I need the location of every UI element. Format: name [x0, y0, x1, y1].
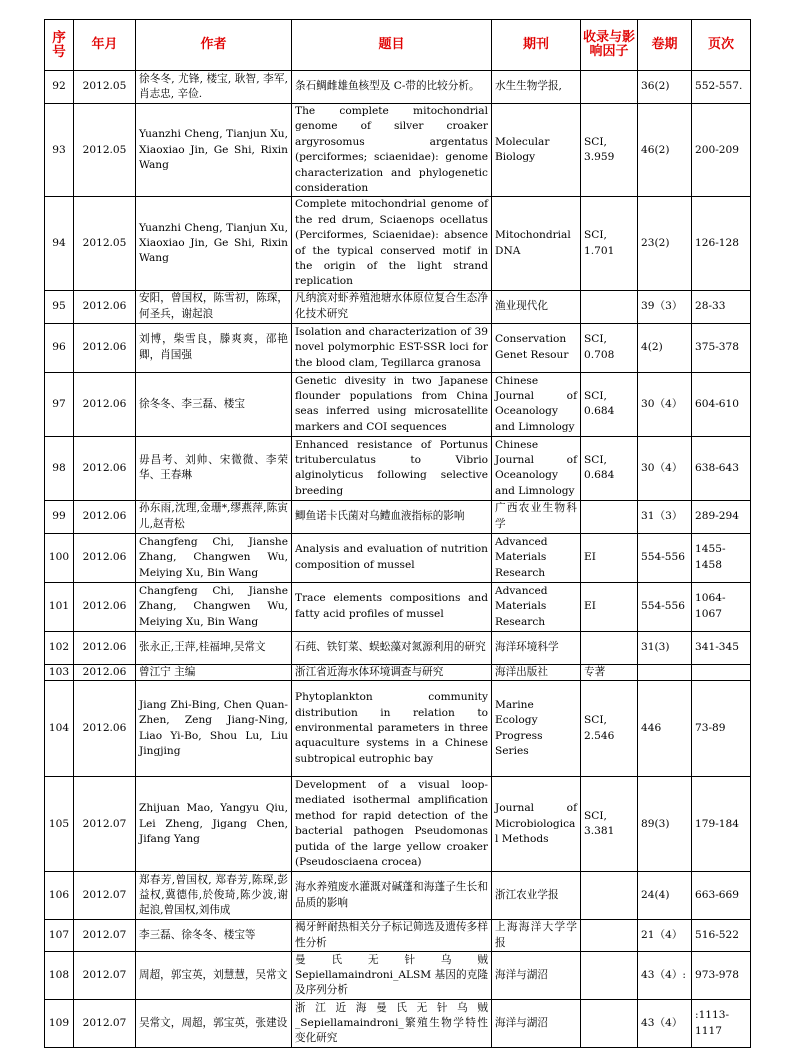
- cell-title: The complete mitochondrial genome of silver croaker argyrosomus argentatus (perciformes; sciaenidae): genome characterization and phylogenetic consideration: [292, 104, 492, 197]
- cell-title: 条石鲷雌雄鱼核型及 C-带的比较分析。: [292, 71, 492, 104]
- cell-index: SCI, 0.684: [581, 436, 638, 500]
- cell-volume: 89(3): [638, 777, 692, 872]
- cell-no: 108: [45, 952, 74, 1000]
- cell-no: 97: [45, 372, 74, 436]
- cell-title: 石莼、铁钉菜、蜈蚣藻对氮源利用的研究: [292, 631, 492, 664]
- cell-no: 107: [45, 920, 74, 952]
- cell-date: 2012.05: [74, 71, 136, 104]
- cell-date: 2012.06: [74, 372, 136, 436]
- table-row: [45, 323, 751, 372]
- cell-no: 101: [45, 582, 74, 631]
- table-row: [45, 777, 751, 872]
- cell-title: Complete mitochondrial genome of the red drum, Sciaenops ocellatus (Perciformes, Sciaenidae): absence of the typical conserved motif in the origin of the light strand replication: [292, 197, 492, 290]
- cell-journal: 海洋与湖沼: [492, 1000, 581, 1048]
- header-volume: 卷期: [638, 20, 692, 71]
- cell-authors: Jiang Zhi-Bing, Chen Quan-Zhen, Zeng Jiang-Ning, Liao Yi-Bo, Shou Lu, Liu Jingjing: [136, 681, 292, 777]
- cell-journal: 水生生物学报,: [492, 71, 581, 104]
- cell-journal: Advanced Materials Research: [492, 582, 581, 631]
- cell-index: [581, 290, 638, 323]
- cell-journal: Chinese Journal of Oceanology and Limnology: [492, 436, 581, 500]
- cell-index: EI: [581, 533, 638, 582]
- cell-journal: 浙江农业学报: [492, 872, 581, 920]
- cell-pages: 663-669: [692, 872, 751, 920]
- cell-authors: 徐冬冬, 尤锋, 楼宝, 耿智, 李军, 肖志忠, 辛俭.: [136, 71, 292, 104]
- cell-index: SCI, 0.684: [581, 372, 638, 436]
- cell-volume: 36(2): [638, 71, 692, 104]
- cell-no: 106: [45, 872, 74, 920]
- cell-date: 2012.05: [74, 104, 136, 197]
- table-row: [45, 71, 751, 104]
- cell-no: 103: [45, 664, 74, 680]
- table-row: [45, 952, 751, 1000]
- cell-volume: 554-556: [638, 533, 692, 582]
- cell-volume: 23(2): [638, 197, 692, 290]
- cell-volume: 21（4）: [638, 920, 692, 952]
- cell-journal: 海洋与湖沼: [492, 952, 581, 1000]
- cell-title: Enhanced resistance of Portunus trituberculatus to Vibrio alginolyticus following selective breeding: [292, 436, 492, 500]
- cell-no: 109: [45, 1000, 74, 1048]
- table-row: [45, 290, 751, 323]
- cell-pages: 73-89: [692, 681, 751, 777]
- cell-authors: 孙东雨,沈理,金珊*,缪燕萍,陈寅儿,赵青松: [136, 500, 292, 533]
- cell-authors: 李三磊、徐冬冬、楼宝等: [136, 920, 292, 952]
- cell-date: 2012.06: [74, 533, 136, 582]
- cell-journal: 渔业现代化: [492, 290, 581, 323]
- cell-pages: 341-345: [692, 631, 751, 664]
- cell-index: 专著: [581, 664, 638, 680]
- cell-journal: Conservation Genet Resour: [492, 323, 581, 372]
- cell-index: [581, 71, 638, 104]
- cell-date: 2012.06: [74, 664, 136, 680]
- table-row: [45, 681, 751, 777]
- cell-no: 100: [45, 533, 74, 582]
- cell-date: 2012.07: [74, 920, 136, 952]
- cell-pages: 1064-1067: [692, 582, 751, 631]
- cell-authors: 张永正,王萍,桂福坤,吴常文: [136, 631, 292, 664]
- cell-date: 2012.06: [74, 436, 136, 500]
- cell-pages: 973-978: [692, 952, 751, 1000]
- cell-date: 2012.07: [74, 952, 136, 1000]
- cell-pages: 200-209: [692, 104, 751, 197]
- cell-authors: Yuanzhi Cheng, Tianjun Xu, Xiaoxiao Jin, Ge Shi, Rixin Wang: [136, 104, 292, 197]
- cell-volume: 31(3): [638, 631, 692, 664]
- cell-volume: 39（3）: [638, 290, 692, 323]
- cell-journal: Journal of Microbiological Methods: [492, 777, 581, 872]
- cell-date: 2012.06: [74, 290, 136, 323]
- cell-pages: :1113-1117: [692, 1000, 751, 1048]
- cell-index: [581, 1000, 638, 1048]
- cell-volume: 30（4）: [638, 372, 692, 436]
- cell-journal: Advanced Materials Research: [492, 533, 581, 582]
- table-row: [45, 533, 751, 582]
- cell-pages: 516-522: [692, 920, 751, 952]
- cell-date: 2012.06: [74, 582, 136, 631]
- cell-journal: Chinese Journal of Oceanology and Limnology: [492, 372, 581, 436]
- cell-no: 93: [45, 104, 74, 197]
- cell-date: 2012.06: [74, 631, 136, 664]
- cell-journal: Mitochondrial DNA: [492, 197, 581, 290]
- cell-index: [581, 631, 638, 664]
- cell-title: 褐牙鲆耐热相关分子标记筛选及遗传多样性分析: [292, 920, 492, 952]
- header-title: 题目: [292, 20, 492, 71]
- cell-date: 2012.07: [74, 1000, 136, 1048]
- table-row: [45, 500, 751, 533]
- cell-title: Development of a visual loop-mediated isothermal amplification method for rapid detection of the bacterial pathogen Pseudomonas putida of the large yellow croaker (Pseudosciaena crocea): [292, 777, 492, 872]
- cell-authors: 曾江宁 主编: [136, 664, 292, 680]
- cell-no: 95: [45, 290, 74, 323]
- cell-index: SCI, 0.708: [581, 323, 638, 372]
- header-pages: 页次: [692, 20, 751, 71]
- header-date: 年月: [74, 20, 136, 71]
- cell-title: 凡纳滨对虾养殖池塘水体原位复合生态净化技术研究: [292, 290, 492, 323]
- cell-title: 曼氏无针乌贼 Sepiellamaindroni_ALSM 基因的克隆及序列分析: [292, 952, 492, 1000]
- cell-volume: 31（3）: [638, 500, 692, 533]
- cell-journal: 上海海洋大学学报: [492, 920, 581, 952]
- cell-journal: Marine Ecology Progress Series: [492, 681, 581, 777]
- cell-authors: Yuanzhi Cheng, Tianjun Xu, Xiaoxiao Jin, Ge Shi, Rixin Wang: [136, 197, 292, 290]
- cell-pages: [692, 664, 751, 680]
- cell-pages: 126-128: [692, 197, 751, 290]
- header-journal: 期刊: [492, 20, 581, 71]
- cell-no: 92: [45, 71, 74, 104]
- cell-pages: 179-184: [692, 777, 751, 872]
- cell-index: SCI, 2.546: [581, 681, 638, 777]
- cell-pages: 289-294: [692, 500, 751, 533]
- cell-journal: 海洋环境科学: [492, 631, 581, 664]
- table-row: [45, 1000, 751, 1048]
- cell-journal: Molecular Biology: [492, 104, 581, 197]
- cell-index: [581, 952, 638, 1000]
- cell-index: SCI, 3.381: [581, 777, 638, 872]
- cell-authors: 安阳，曾国权，陈雪初，陈琛，何圣兵，谢起浪: [136, 290, 292, 323]
- cell-volume: 4(2): [638, 323, 692, 372]
- cell-no: 99: [45, 500, 74, 533]
- cell-title: Analysis and evaluation of nutrition composition of mussel: [292, 533, 492, 582]
- cell-date: 2012.06: [74, 323, 136, 372]
- header-index: 收录与影响因子: [581, 20, 638, 71]
- cell-index: SCI, 3.959: [581, 104, 638, 197]
- table-row: [45, 436, 751, 500]
- cell-journal: 海洋出版社: [492, 664, 581, 680]
- cell-title: 浙江省近海水体环境调查与研究: [292, 664, 492, 680]
- cell-title: Genetic divesity in two Japanese flounder populations from China seas inferred using microsatellite markers and COI sequences: [292, 372, 492, 436]
- cell-authors: Changfeng Chi, Jianshe Zhang, Changwen Wu, Meiying Xu, Bin Wang: [136, 533, 292, 582]
- cell-title: 浙江近海曼氏无针乌贼_Sepiellamaindroni_繁殖生物学特性变化研究: [292, 1000, 492, 1048]
- cell-volume: 43（4）: [638, 1000, 692, 1048]
- table-row: [45, 872, 751, 920]
- table-row: [45, 372, 751, 436]
- cell-index: EI: [581, 582, 638, 631]
- cell-date: 2012.06: [74, 681, 136, 777]
- cell-date: 2012.07: [74, 777, 136, 872]
- cell-pages: 638-643: [692, 436, 751, 500]
- cell-index: [581, 500, 638, 533]
- cell-no: 96: [45, 323, 74, 372]
- cell-pages: 1455-1458: [692, 533, 751, 582]
- cell-index: SCI, 1.701: [581, 197, 638, 290]
- cell-pages: 28-33: [692, 290, 751, 323]
- cell-authors: 毋昌考、刘帅、宋微微、李荣华、王春琳: [136, 436, 292, 500]
- cell-volume: 24(4): [638, 872, 692, 920]
- table-row: [45, 104, 751, 197]
- cell-volume: [638, 664, 692, 680]
- cell-title: Phytoplankton community distribution in relation to environmental parameters in three aquaculture systems in a Chinese subtropical eutrophic bay: [292, 681, 492, 777]
- cell-no: 102: [45, 631, 74, 664]
- cell-pages: 552-557.: [692, 71, 751, 104]
- cell-authors: 郑春芳,曾国权, 郑春芳,陈琛,彭益权,冀德伟,於俊琦,陈少波,谢起浪,曾国权,刘伟成: [136, 872, 292, 920]
- cell-volume: 46(2): [638, 104, 692, 197]
- cell-title: Trace elements compositions and fatty acid profiles of mussel: [292, 582, 492, 631]
- cell-date: 2012.07: [74, 872, 136, 920]
- cell-volume: 554-556: [638, 582, 692, 631]
- cell-no: 94: [45, 197, 74, 290]
- cell-date: 2012.06: [74, 500, 136, 533]
- cell-volume: 43（4）:: [638, 952, 692, 1000]
- table-row: [45, 631, 751, 664]
- cell-no: 98: [45, 436, 74, 500]
- cell-volume: 446: [638, 681, 692, 777]
- cell-pages: 375-378: [692, 323, 751, 372]
- cell-no: 104: [45, 681, 74, 777]
- cell-title: 鲫鱼诺卡氏菌对乌鳢血液指标的影响: [292, 500, 492, 533]
- header-authors: 作者: [136, 20, 292, 71]
- cell-journal: 广西农业生物科学: [492, 500, 581, 533]
- cell-authors: 周超，郭宝英，刘慧慧，吴常文: [136, 952, 292, 1000]
- cell-pages: 604-610: [692, 372, 751, 436]
- header-no: 序号: [45, 20, 74, 71]
- publication-table: [44, 19, 751, 1048]
- cell-title: Isolation and characterization of 39 novel polymorphic EST-SSR loci for the blood clam, Tegillarca granosa: [292, 323, 492, 372]
- cell-index: [581, 920, 638, 952]
- cell-authors: Changfeng Chi, Jianshe Zhang, Changwen Wu, Meiying Xu, Bin Wang: [136, 582, 292, 631]
- cell-authors: Zhijuan Mao, Yangyu Qiu, Lei Zheng, Jigang Chen, Jifang Yang: [136, 777, 292, 872]
- cell-title: 海水养殖废水灌溉对碱蓬和海蓬子生长和品质的影响: [292, 872, 492, 920]
- header-row: [45, 20, 751, 71]
- cell-index: [581, 872, 638, 920]
- cell-authors: 刘博，柴雪良，滕爽爽，邵艳卿，肖国强: [136, 323, 292, 372]
- cell-volume: 30（4）: [638, 436, 692, 500]
- cell-date: 2012.05: [74, 197, 136, 290]
- cell-authors: 吴常文，周超，郭宝英，张建设: [136, 1000, 292, 1048]
- table-row: [45, 920, 751, 952]
- cell-no: 105: [45, 777, 74, 872]
- table-row: [45, 197, 751, 290]
- cell-authors: 徐冬冬、李三磊、楼宝: [136, 372, 292, 436]
- table-row: [45, 582, 751, 631]
- table-body: [45, 71, 751, 1048]
- table-row: [45, 664, 751, 680]
